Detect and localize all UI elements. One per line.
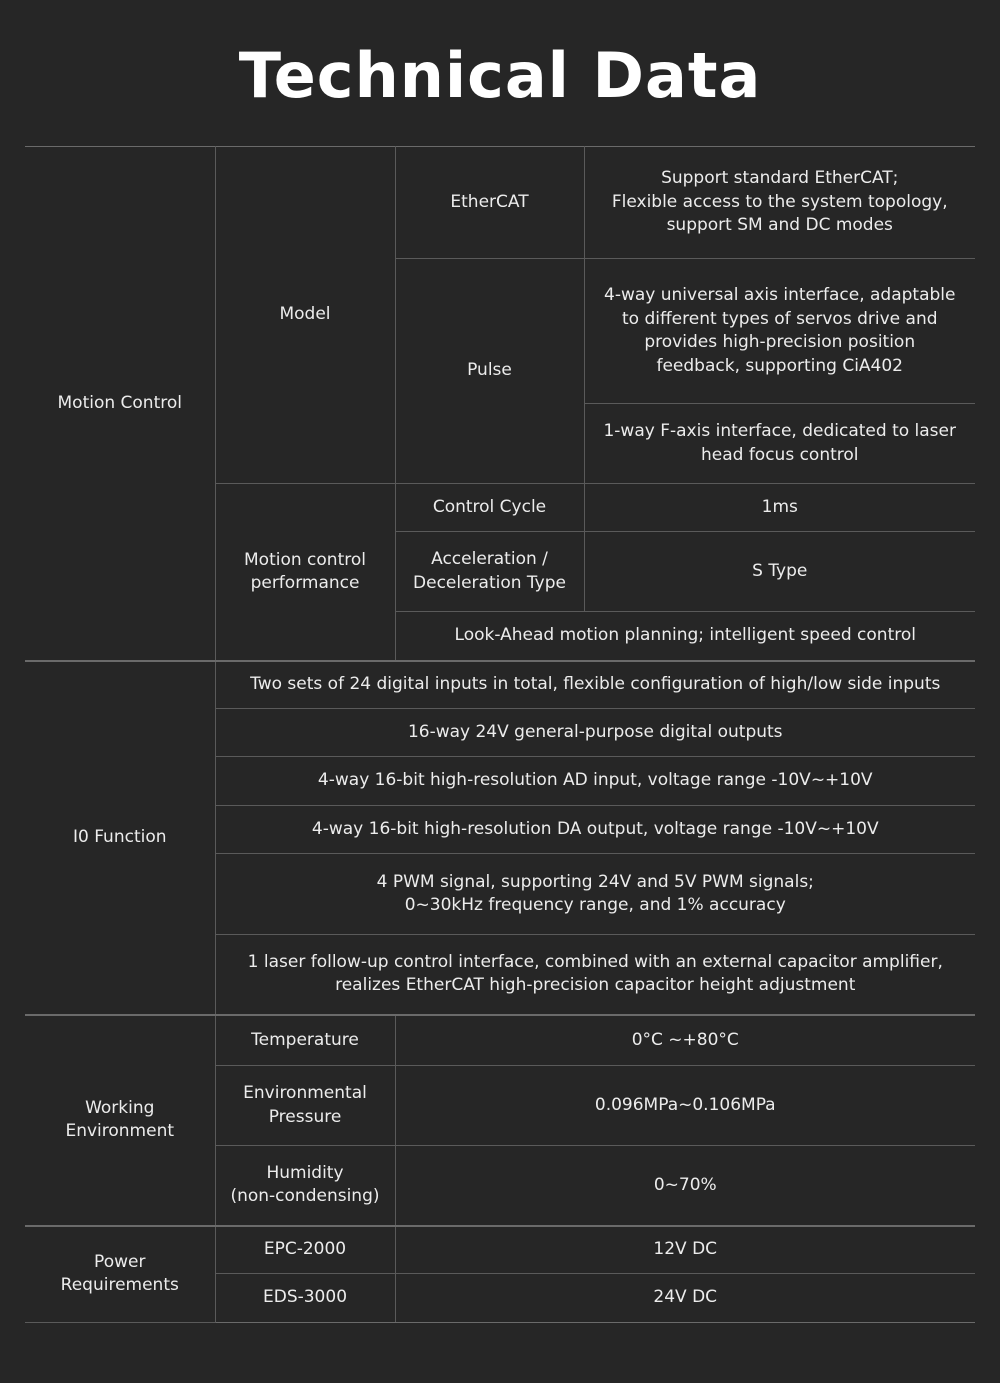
cell-line: 16-way 24V general-purpose digital outputs <box>407 721 783 742</box>
io-item-cell <box>215 757 975 806</box>
section-label: Working <box>85 1097 155 1118</box>
io-item-cell <box>215 709 975 757</box>
group-performance <box>215 484 395 661</box>
cell-line: Temperature <box>251 1029 359 1050</box>
ethercat-desc-cell <box>584 147 975 259</box>
pulse-label-cell <box>395 259 584 484</box>
cell-line: Support standard EtherCAT; <box>661 168 899 189</box>
cell-line: 4-way universal axis interface, adaptable <box>604 285 956 305</box>
cell-line: Humidity <box>266 1162 344 1183</box>
table-row <box>25 1015 975 1066</box>
group-model <box>215 147 395 484</box>
cell-line: (non-condensing) <box>230 1186 380 1207</box>
accel-decel-value: S Type <box>752 560 808 581</box>
power-value-cell <box>395 1226 975 1274</box>
io-item-cell <box>215 935 975 1015</box>
ethercat-label-cell <box>395 147 584 259</box>
power-value-cell <box>395 1274 975 1323</box>
cell-line: to different types of servos drive and <box>621 308 938 329</box>
look-ahead-text: Look-Ahead motion planning; intelligent speed control <box>454 625 916 646</box>
power-label-cell <box>215 1226 395 1274</box>
group-label: Model <box>279 304 331 325</box>
section-label: I0 Function <box>72 826 167 847</box>
section-power-requirements <box>25 1226 215 1323</box>
group-label: Motion control <box>244 549 366 570</box>
io-item-cell <box>215 854 975 935</box>
accel-decel-label-cell <box>395 532 584 612</box>
pulse-faxis-cell <box>584 404 975 484</box>
cell-line: 4 PWM signal, supporting 24V and 5V PWM signals; <box>376 871 814 892</box>
io-item-cell <box>215 661 975 709</box>
env-value: 0°C ~+80°C <box>631 1029 739 1050</box>
power-value: 24V DC <box>653 1287 718 1308</box>
env-label-cell <box>215 1015 395 1066</box>
env-value: 0.096MPa~0.106MPa <box>594 1094 776 1115</box>
pulse-label: Pulse <box>467 360 512 381</box>
control-cycle-value: 1ms <box>761 496 798 517</box>
technical-data-table <box>25 146 975 1323</box>
cell-line: 1 laser follow-up control interface, combined with an external capacitor amplifier, <box>247 951 943 972</box>
env-value: 0~70% <box>653 1174 717 1195</box>
section-label: Requirements <box>60 1275 179 1296</box>
table-row <box>25 1226 975 1274</box>
control-cycle-value-cell <box>584 484 975 532</box>
ethercat-label: EtherCAT <box>450 191 529 212</box>
power-value: 12V DC <box>653 1239 718 1259</box>
cell-line: Flexible access to the system topology, <box>611 191 948 212</box>
section-label: Motion Control <box>57 392 182 413</box>
cell-line: 4-way 16-bit high-resolution DA output, voltage range -10V~+10V <box>311 818 879 839</box>
group-label: performance <box>250 573 360 593</box>
env-value-cell <box>395 1146 975 1226</box>
section-label: Environment <box>65 1121 175 1141</box>
env-value-cell <box>395 1066 975 1146</box>
cell-line: provides high-precision position <box>644 332 916 352</box>
look-ahead-cell <box>395 612 975 661</box>
section-label: Power <box>94 1251 146 1272</box>
cell-line: Environmental <box>243 1083 367 1103</box>
power-label-cell <box>215 1274 395 1323</box>
cell-line: support SM and DC modes <box>666 215 893 236</box>
pulse-desc-cell <box>584 259 975 404</box>
io-item-cell <box>215 806 975 854</box>
env-label-cell <box>215 1066 395 1146</box>
page-title: Technical Data <box>238 39 762 112</box>
env-label-cell <box>215 1146 395 1226</box>
cell-line: 1-way F-axis interface, dedicated to laser <box>603 421 956 441</box>
cell-line: head focus control <box>700 444 859 465</box>
section-motion-control <box>25 147 215 661</box>
cell-line: 4-way 16-bit high-resolution AD input, voltage range -10V~+10V <box>317 770 873 791</box>
table-row <box>25 147 975 259</box>
env-value-cell <box>395 1015 975 1066</box>
control-cycle-label-cell <box>395 484 584 532</box>
cell-line: 0~30kHz frequency range, and 1% accuracy <box>404 895 786 915</box>
accel-decel-value-cell <box>584 532 975 612</box>
power-label: EPC-2000 <box>263 1239 347 1259</box>
cell-line: Acceleration / <box>431 549 548 569</box>
cell-line: feedback, supporting CiA402 <box>656 355 904 376</box>
table-row <box>25 661 975 709</box>
section-io-function <box>25 661 215 1015</box>
cell-line: Deceleration Type <box>413 572 566 593</box>
cell-line: Two sets of 24 digital inputs in total, flexible configuration of high/low side inputs <box>250 674 941 694</box>
power-label: EDS-3000 <box>262 1287 348 1308</box>
cell-line: Pressure <box>268 1106 342 1127</box>
control-cycle-label: Control Cycle <box>432 496 547 517</box>
section-working-environment <box>25 1015 215 1226</box>
cell-line: realizes EtherCAT high-precision capacitor height adjustment <box>335 975 856 996</box>
